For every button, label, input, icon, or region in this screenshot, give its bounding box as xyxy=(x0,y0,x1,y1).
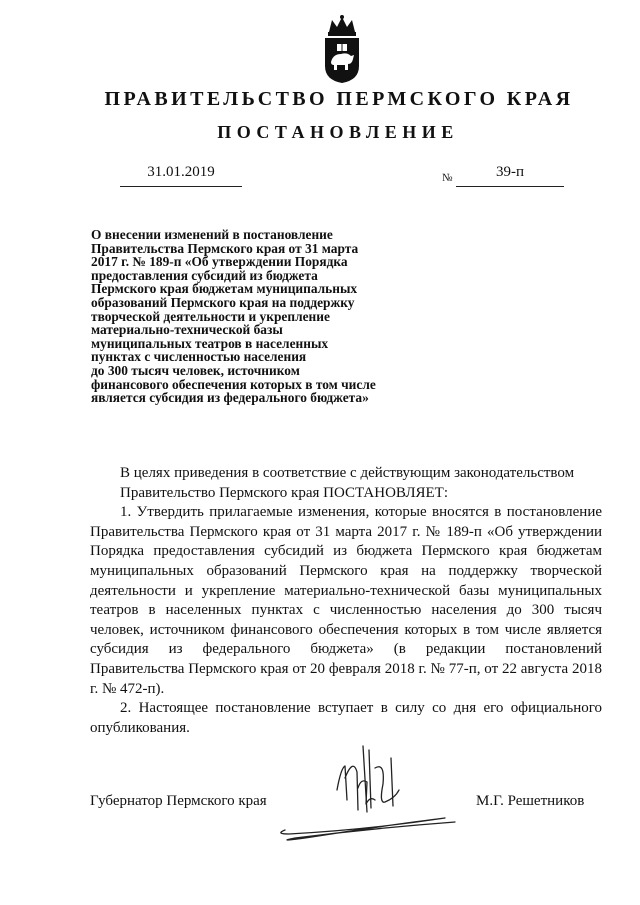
subject-line: пунктах с численностью населения xyxy=(91,349,307,365)
subject-line: материально-технической базы xyxy=(91,322,283,338)
subject-line: Пермского края бюджетам муниципальных xyxy=(91,281,358,297)
coat-of-arms-icon xyxy=(321,14,363,84)
number-value: 39-п xyxy=(495,164,525,180)
subject-line: 2017 г. № 189-п «Об утверждении Порядка xyxy=(91,254,348,270)
government-title: ПРАВИТЕЛЬСТВО ПЕРМСКОГО КРАЯ xyxy=(104,88,574,110)
document-date xyxy=(120,164,242,187)
signatory-name: М.Г. Решетников xyxy=(476,793,585,809)
intro-decree-line: Правительство Пермского края ПОСТАНОВЛЯЕТ: xyxy=(120,484,449,501)
document-number xyxy=(456,164,564,187)
date-value: 31.01.2019 xyxy=(147,164,215,180)
item-2-paragraph: 2. Настоящее постановление вступает в силу со дня его официального опубликования. xyxy=(90,700,602,736)
document-body xyxy=(90,464,602,738)
handwritten-signature xyxy=(245,738,475,848)
subject-line: является субсидия из федерального бюджета» xyxy=(91,390,369,406)
subject-line: финансового обеспечения которых в том числе xyxy=(91,376,376,392)
number-sign: № xyxy=(442,172,453,184)
subject-line: О внесении изменений в постановление xyxy=(91,227,333,242)
subject-line: творческой деятельности и укрепление xyxy=(91,308,330,324)
document-type: ПОСТАНОВЛЕНИЕ xyxy=(217,122,459,142)
subject-line: образований Пермского края на поддержку xyxy=(91,294,355,310)
document-subject xyxy=(91,228,421,405)
signatory-position: Губернатор Пермского края xyxy=(90,793,267,809)
subject-line: Правительства Пермского края от 31 марта xyxy=(91,240,359,256)
item-1-paragraph: 1. Утвердить прилагаемые изменения, которые вносятся в постановление Правительства Пермского края от 31 марта 2017 г. № 189-п «Об утверждении Порядка предоставления субсидий из бюджета Пермского края бюджетам муниципальных образований Пермского края на поддержку творческой деятельности и укрепление материально-технической базы муниципальных театров в населенных пунктах с численностью населения до 300 тысяч человек, источником финансового обеспечения которых в том числе является субсидия из федерального бюджета» (в редакции постановлений Правительства Пермского края от 20 февраля 2018 г. № 77-п, от 22 августа 2018 г. № 472-п). xyxy=(90,504,602,697)
subject-line: предоставления субсидий из бюджета xyxy=(91,267,318,283)
subject-line: муниципальных театров в населенных xyxy=(91,335,329,351)
intro-paragraph: В целях приведения в соответствие с действующим законодательством xyxy=(120,465,575,481)
subject-line: до 300 тысяч человек, источником xyxy=(91,362,300,378)
